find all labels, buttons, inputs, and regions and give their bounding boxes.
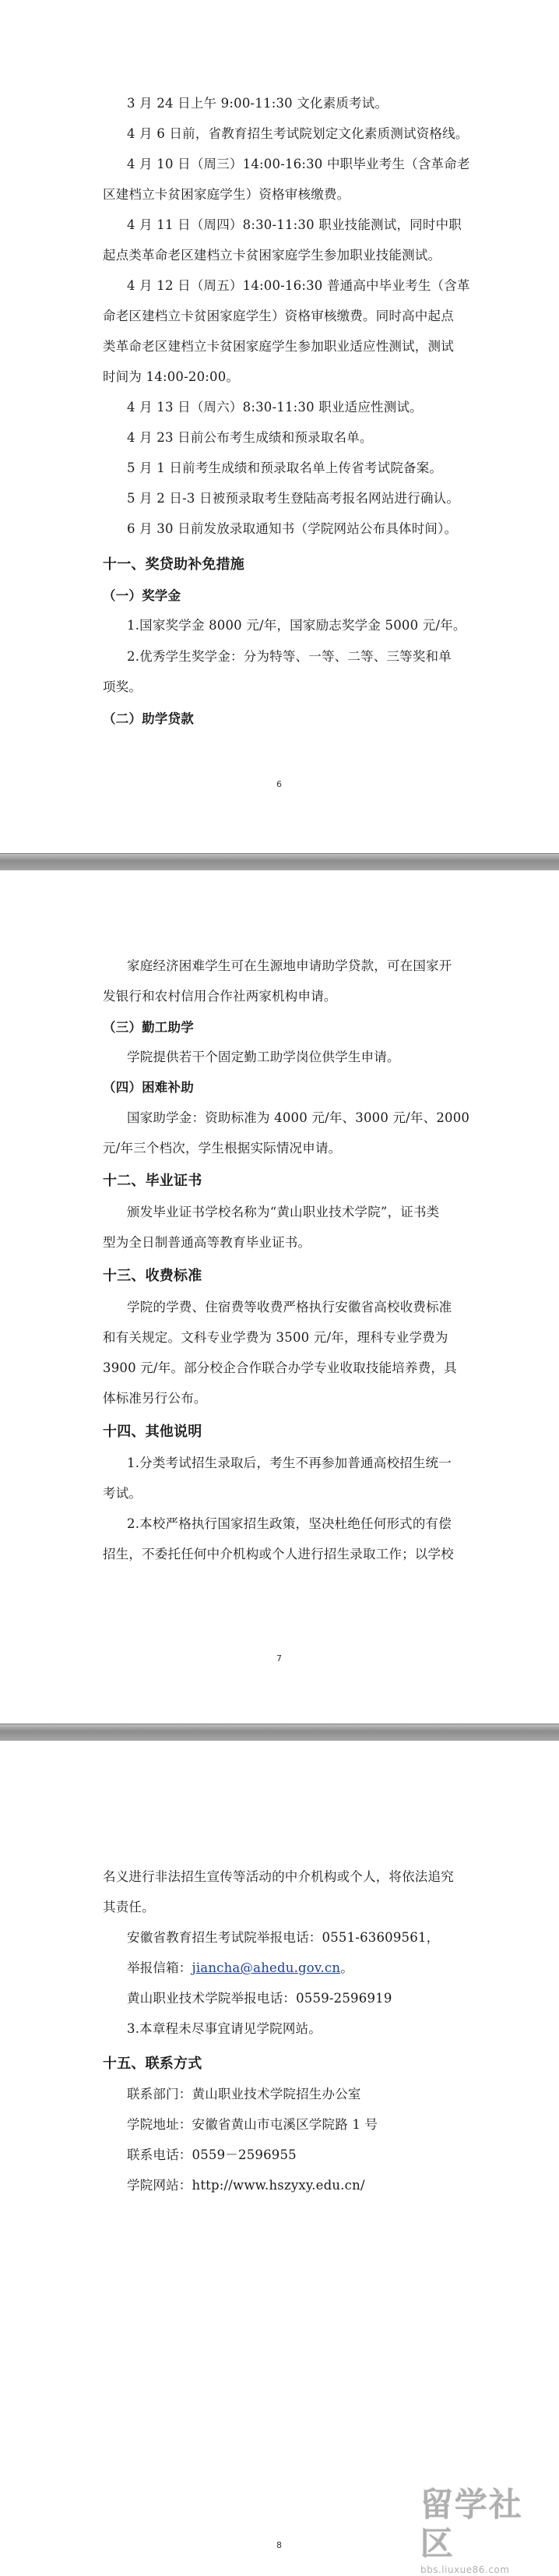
schedule-line: 区建档立卡贫困家庭学生）资格审核缴费。 xyxy=(103,187,350,202)
paragraph-line: 1.分类考试招生录取后，考生不再参加普通高校招生统一 xyxy=(127,1456,452,1470)
section-13-heading: 十三、收费标准 xyxy=(103,1268,202,1284)
contact-address: 学院地址：安徽省黄山市屯溪区学院路 1 号 xyxy=(127,2117,378,2132)
report-phone-college: 黄山职业技术学院举报电话：0559-2596919 xyxy=(127,1991,392,2006)
contact-phone: 联系电话：0559－2596955 xyxy=(127,2147,297,2162)
page-number: 7 xyxy=(276,1653,282,1664)
schedule-line: 4 月 6 日前，省教育招生考试院划定文化素质测试资格线。 xyxy=(127,126,469,141)
paragraph-line: 1.国家奖学金 8000 元/年，国家励志奖学金 5000 元/年。 xyxy=(127,618,466,633)
site-watermark xyxy=(420,2486,553,2575)
document-page-6 xyxy=(0,0,559,853)
report-email-label: 举报信箱： xyxy=(127,1960,192,1975)
page-separator xyxy=(0,1724,559,1742)
document-page-8 xyxy=(0,1741,559,2559)
schedule-line: 6 月 30 日前发放录取通知书（学院网站公布具体时间）。 xyxy=(127,521,458,536)
paragraph-line: 发银行和农村信用合作社两家机构申请。 xyxy=(103,989,337,1004)
paragraph-line: 招生，不委托任何中介机构或个人进行招生录取工作；以学校 xyxy=(103,1547,454,1561)
schedule-line: 3 月 24 日上午 9:00-11:30 文化素质考试。 xyxy=(127,96,388,111)
paragraph-line: 2.优秀学生奖学金：分为特等、一等、二等、三等奖和单 xyxy=(127,649,452,664)
schedule-line: 5 月 1 日前考生成绩和预录取名单上传省考试院备案。 xyxy=(127,461,443,475)
paragraph-line: 3900 元/年。部分校企合作联合办学专业收取技能培养费，具 xyxy=(103,1360,457,1375)
report-email-suffix: 。 xyxy=(340,1960,353,1975)
section-15-heading: 十五、联系方式 xyxy=(103,2056,202,2072)
contact-website[interactable]: 学院网站：http://www.hszyxy.edu.cn/ xyxy=(127,2178,365,2193)
paragraph-line: 学院的学费、住宿费等收费严格执行安徽省高校收费标准 xyxy=(127,1300,452,1314)
subsection-loan-heading: （二）助学贷款 xyxy=(103,711,194,726)
schedule-line: 4 月 13 日（周六）8:30-11:30 职业适应性测试。 xyxy=(127,400,423,415)
subsection-hardship-heading: （四）困难补助 xyxy=(103,1080,194,1095)
report-email-link[interactable]: jiancha@ahedu.gov.cn xyxy=(192,1960,341,1975)
paragraph-line: 型为全日制普通高等教育毕业证书。 xyxy=(103,1235,311,1250)
schedule-line: 4 月 11 日（周四）8:30-11:30 职业技能测试，同时中职 xyxy=(127,217,462,232)
paragraph-line: 考试。 xyxy=(103,1486,142,1501)
report-email-line xyxy=(127,1958,353,1978)
paragraph-line: 和有关规定。文科专业学费为 3500 元/年，理科专业学费为 xyxy=(103,1330,448,1345)
section-12-heading: 十二、毕业证书 xyxy=(103,1173,202,1189)
schedule-line: 5 月 2 日-3 日被预录取考生登陆高考报名网站进行确认。 xyxy=(127,491,460,506)
page-separator xyxy=(0,853,559,872)
report-phone-exam-board: 安徽省教育招生考试院举报电话：0551-63609561， xyxy=(127,1930,440,1945)
section-14-heading: 十四、其他说明 xyxy=(103,1424,202,1440)
paragraph-line: 项奖。 xyxy=(103,679,142,694)
paragraph-line: 2.本校严格执行国家招生政策，坚决杜绝任何形式的有偿 xyxy=(127,1516,452,1531)
subsection-work-study-heading: （三）勤工助学 xyxy=(103,1020,194,1035)
schedule-line: 类革命老区建档立卡贫困家庭学生参加职业适应性测试，测试 xyxy=(103,339,454,354)
document-page-7 xyxy=(0,870,559,1724)
schedule-line: 起点类革命老区建档立卡贫困家庭学生参加职业技能测试。 xyxy=(103,248,441,263)
watermark-url: bbs.liuxue86.com xyxy=(420,2564,510,2575)
paragraph-line: 名义进行非法招生宣传等活动的中介机构或个人，将依法追究 xyxy=(103,1869,454,1884)
section-11-heading: 十一、奖贷助补免措施 xyxy=(103,556,244,573)
paragraph-line: 家庭经济困难学生可在生源地申请助学贷款，可在国家开 xyxy=(127,958,452,973)
page-number: 6 xyxy=(276,779,282,789)
paragraph-line: 3.本章程未尽事宜请见学院网站。 xyxy=(127,2021,322,2036)
schedule-line: 命老区建档立卡贫困家庭学生）资格审核缴费。同时高中起点 xyxy=(103,309,454,323)
paragraph-line: 元/年三个档次，学生根据实际情况申请。 xyxy=(103,1141,342,1156)
schedule-line: 时间为 14:00-20:00。 xyxy=(103,369,240,384)
schedule-line: 4 月 12 日（周五）14:00-16:30 普通高中毕业考生（含革 xyxy=(127,278,470,293)
paragraph-line: 国家助学金：资助标准为 4000 元/年、3000 元/年、2000 xyxy=(127,1110,470,1125)
paragraph-line: 体标准另行公布。 xyxy=(103,1391,207,1406)
paragraph-line: 颁发毕业证书学校名称为“黄山职业技术学院”，证书类 xyxy=(127,1205,440,1219)
watermark-title: 留学社区 xyxy=(420,2486,524,2563)
paragraph-line: 学院提供若干个固定勤工助学岗位供学生申请。 xyxy=(127,1050,400,1064)
contact-department: 联系部门：黄山职业技术学院招生办公室 xyxy=(127,2087,361,2101)
schedule-line: 4 月 23 日前公布考生成绩和预录取名单。 xyxy=(127,430,373,445)
page-number: 8 xyxy=(276,2540,282,2550)
paragraph-line: 其责任。 xyxy=(103,1900,155,1914)
schedule-line: 4 月 10 日（周三）14:00-16:30 中职毕业考生（含革命老 xyxy=(127,157,470,171)
subsection-scholarship-heading: （一）奖学金 xyxy=(103,588,181,603)
